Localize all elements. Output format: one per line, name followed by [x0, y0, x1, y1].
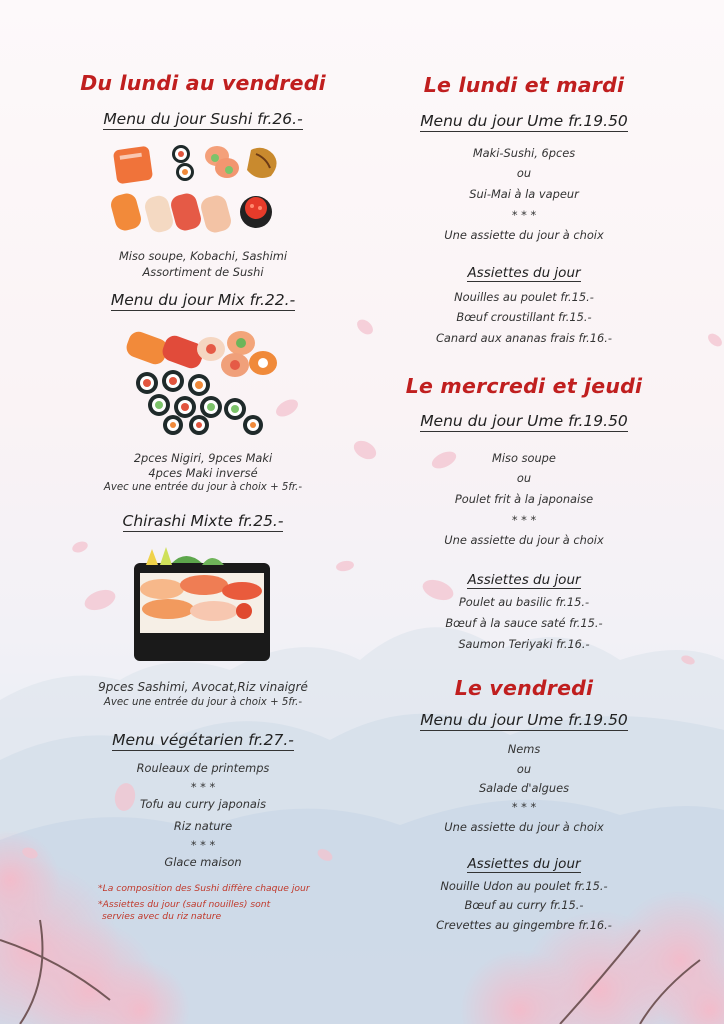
section-title-fri: Le vendredi [454, 676, 594, 700]
fri-stars: * * * [511, 800, 537, 814]
note-sushi-composition: *La composition des Sushi diffère chaque jour [98, 883, 310, 894]
wed-thu-line-3: Poulet frit à la japonaise [454, 492, 594, 506]
fri-menu-title: Menu du jour Ume fr.19.50 [420, 711, 628, 729]
wed-thu-plate-3: Saumon Teriyaki fr.16.- [458, 637, 590, 651]
menu-chirashi-title: Chirashi Mixte fr.25.- [122, 512, 284, 530]
chirashi-desc-line-1: 9pces Sashimi, Avocat,Riz vinaigré [98, 680, 308, 694]
mix-desc-line-3: Avec une entrée du jour à choix + 5fr.- [103, 482, 303, 493]
mix-desc-line-2: 4pces Maki inversé [148, 466, 258, 480]
wed-thu-line-2: ou [516, 471, 532, 485]
sushi-desc-line-1: Miso soupe, Kobachi, Sashimi [118, 249, 288, 263]
veg-line-2: Tofu au curry japonais [139, 797, 267, 811]
mon-tue-line-2: ou [516, 166, 532, 180]
menu-sushi-title: Menu du jour Sushi fr.26.- [103, 110, 303, 128]
mon-tue-plate-3: Canard aux ananas frais fr.16.- [435, 331, 613, 345]
fri-line-4: Une assiette du jour à choix [444, 820, 604, 834]
veg-stars-1: * * * [190, 780, 216, 794]
fri-line-3: Salade d'algues [478, 781, 570, 795]
menu-mix-title: Menu du jour Mix fr.22.- [110, 291, 296, 309]
mon-tue-stars: * * * [511, 208, 537, 222]
menu-vegetarian-title: Menu végétarien fr.27.- [112, 731, 294, 749]
note-plates-rice-2: servies avec du riz nature [102, 911, 222, 922]
wed-thu-plates-title: Assiettes du jour [467, 572, 581, 588]
fri-plate-2: Bœuf au curry fr.15.- [464, 898, 584, 912]
chirashi-bowl-image [132, 545, 272, 663]
fri-plates-title: Assiettes du jour [467, 856, 581, 872]
section-title-wed-thu: Le mercredi et jeudi [405, 374, 643, 398]
chirashi-desc-line-2: Avec une entrée du jour à choix + 5fr.- [103, 697, 303, 708]
mon-tue-line-4: Une assiette du jour à choix [444, 228, 604, 242]
mon-tue-menu-title: Menu du jour Ume fr.19.50 [420, 112, 628, 130]
mon-tue-line-3: Sui-Mai à la vapeur [469, 187, 579, 201]
wed-thu-stars: * * * [511, 513, 537, 527]
wed-thu-menu-title: Menu du jour Ume fr.19.50 [420, 412, 628, 430]
section-title-weekdays: Du lundi au vendredi [80, 71, 326, 95]
mix-desc-line-1: 2pces Nigiri, 9pces Maki [133, 451, 273, 465]
sushi-platter-image [111, 142, 297, 242]
veg-line-3: Riz nature [173, 819, 233, 833]
mon-tue-line-1: Maki-Sushi, 6pces [472, 146, 576, 160]
fri-plate-1: Nouille Udon au poulet fr.15.- [440, 879, 608, 893]
veg-line-1: Rouleaux de printemps [136, 761, 270, 775]
mon-tue-plates-title: Assiettes du jour [467, 265, 581, 281]
fri-line-1: Nems [507, 742, 541, 756]
wed-thu-plate-1: Poulet au basilic fr.15.- [458, 595, 590, 609]
fri-line-2: ou [516, 762, 532, 776]
veg-stars-2: * * * [190, 838, 216, 852]
mon-tue-plate-2: Bœuf croustillant fr.15.- [456, 310, 592, 324]
wed-thu-line-1: Miso soupe [492, 451, 556, 465]
mon-tue-plate-1: Nouilles au poulet fr.15.- [454, 290, 594, 304]
veg-line-4: Glace maison [164, 855, 242, 869]
sushi-desc-line-2: Assortiment de Sushi [142, 265, 264, 279]
fri-plate-3: Crevettes au gingembre fr.16.- [436, 918, 612, 932]
section-title-mon-tue: Le lundi et mardi [423, 73, 625, 97]
mix-platter-image [123, 325, 283, 435]
note-plates-rice-1: *Assiettes du jour (sauf nouilles) sont [98, 899, 271, 910]
wed-thu-line-4: Une assiette du jour à choix [444, 533, 604, 547]
wed-thu-plate-2: Bœuf à la sauce saté fr.15.- [445, 616, 603, 630]
